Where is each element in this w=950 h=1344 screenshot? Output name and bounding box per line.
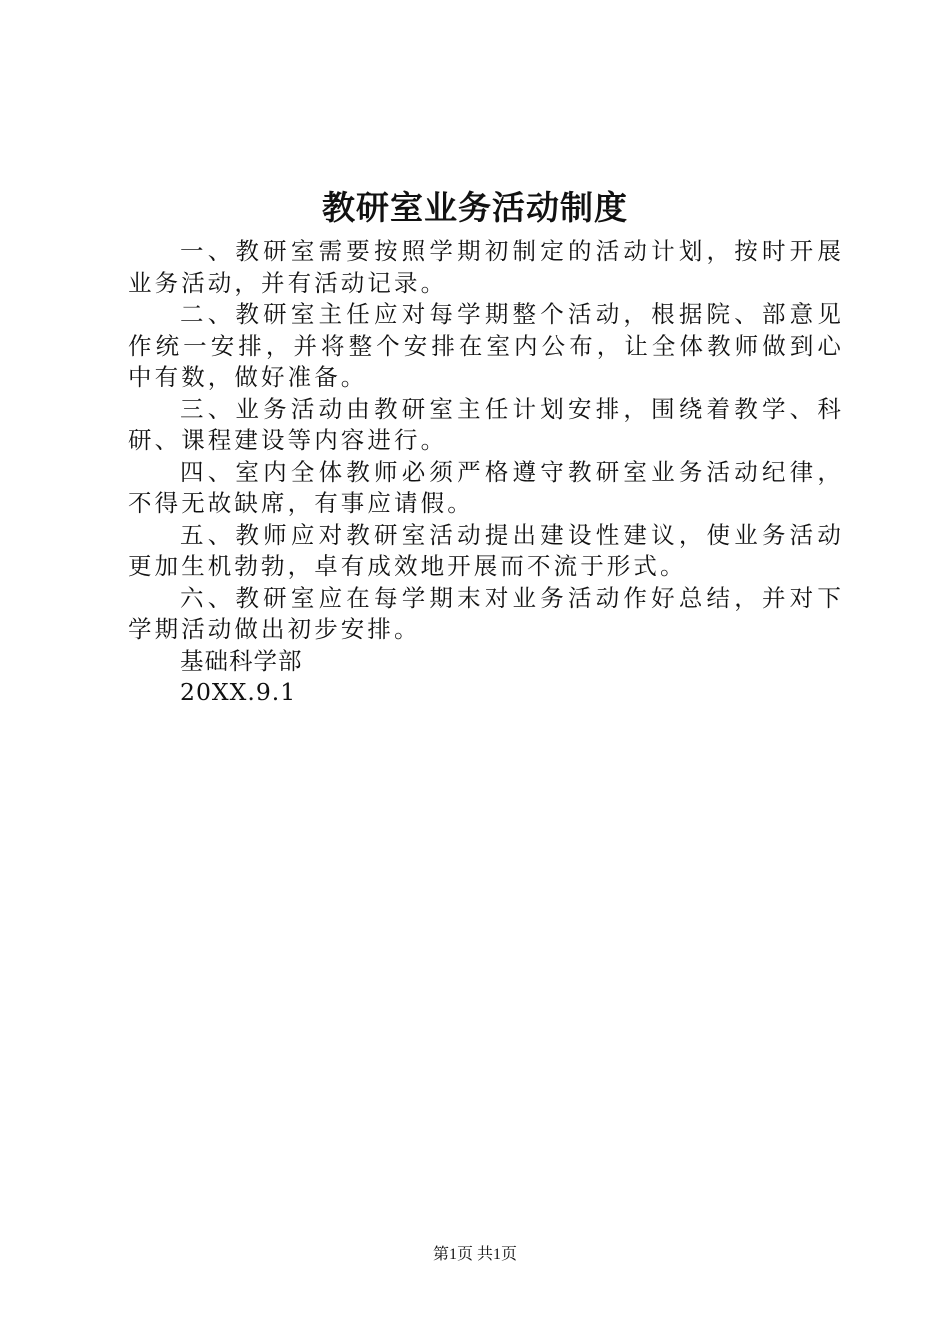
document-body: [128, 236, 844, 709]
page-title: 教研室业务活动制度: [322, 188, 628, 227]
signature-date: 20XX.9.1: [180, 678, 297, 706]
paragraph-6: 六、教研室应在每学期末对业务活动作好总结，并对下学期活动做出初步安排。: [128, 583, 844, 643]
paragraph-1: 一、教研室需要按照学期初制定的活动计划，按时开展业务活动，并有活动记录。: [128, 237, 844, 297]
paragraph-3: 三、业务活动由教研室主任计划安排，围绕着教学、科研、课程建设等内容进行。: [128, 394, 844, 454]
page-footer: 第1页 共1页: [432, 1246, 517, 1263]
paragraph-5: 五、教师应对教研室活动提出建设性建议，使业务活动更加生机勃勃，卓有成效地开展而不流于形式。: [128, 520, 844, 580]
paragraph-2: 二、教研室主任应对每学期整个活动，根据院、部意见作统一安排，并将整个安排在室内公布，让全体教师做到心中有数，做好准备。: [128, 300, 844, 391]
signature-department: 基础科学部: [180, 646, 303, 675]
paragraph-4: 四、室内全体教师必须严格遵守教研室业务活动纪律，不得无故缺席，有事应请假。: [128, 457, 844, 517]
